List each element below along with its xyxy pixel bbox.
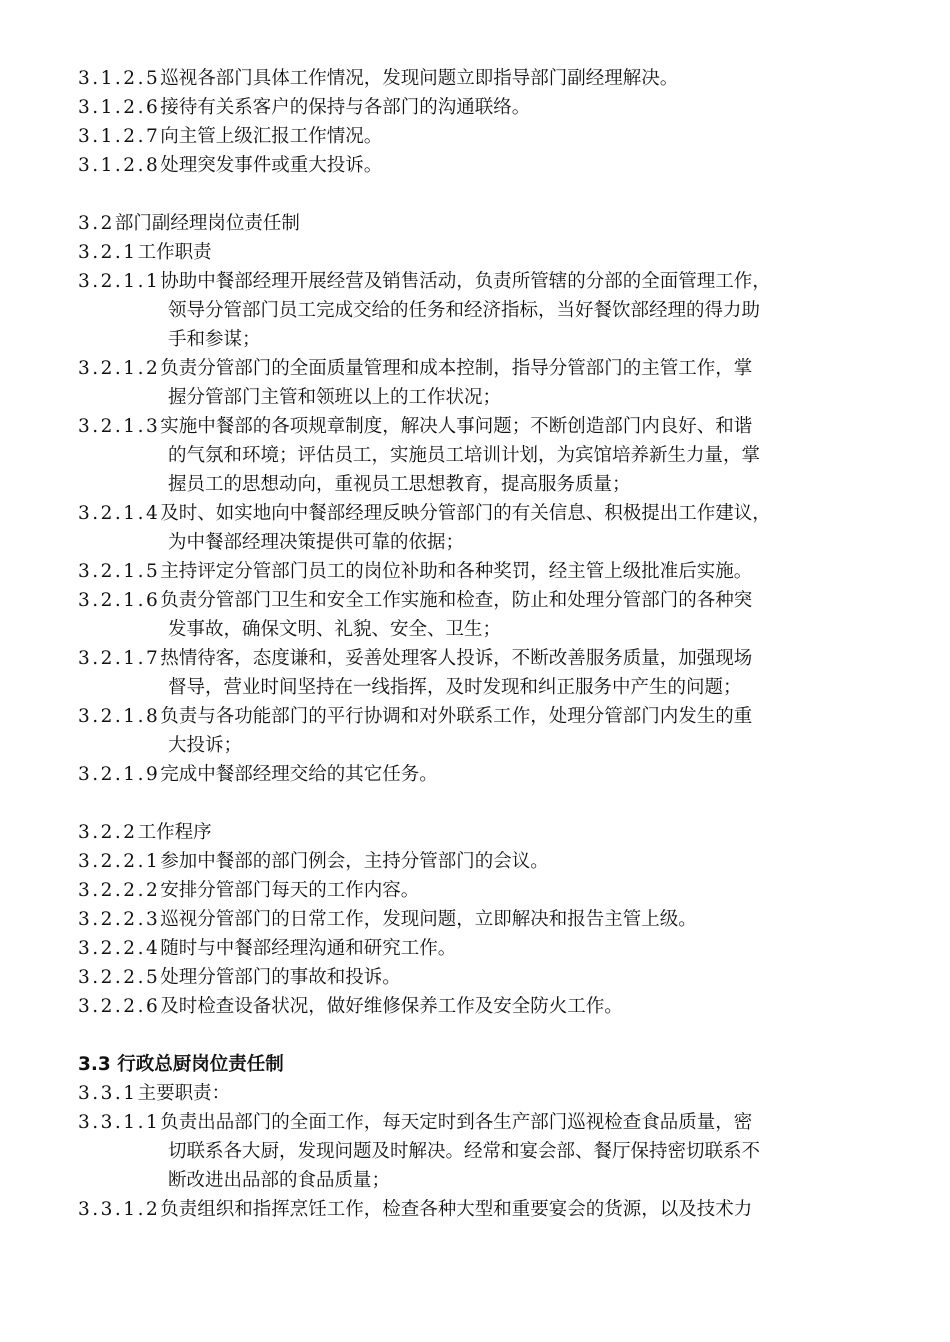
- spacer: [78, 1021, 890, 1050]
- list-item: 3.3.1.1负责出品部门的全面工作，每天定时到各生产部门巡视检查食品质量，密 切联系各大厨，发现问题及时解决。经常和宴会部、餐厅保持密切联系不 断改进出品部的食品质量；: [78, 1112, 761, 1191]
- list-item: 3.3.1.2负责组织和指挥烹饪工作，检查各种大型和重要宴会的货源，以及技术力: [78, 1199, 753, 1220]
- list-item: 3.2.1.9完成中餐部经理交给的其它任务。: [78, 764, 438, 785]
- list-item: 3.2.2.6及时检查设备状况，做好维修保养工作及安全防火工作。: [78, 996, 623, 1017]
- section-heading-3-3: 3.3 行政总厨岗位责任制: [78, 1054, 284, 1075]
- section-3311-list: [78, 1108, 890, 1224]
- list-item: 3.2.1.6负责分管部门卫生和安全工作实施和检查，防止和处理分管部门的各种突 发事故，确保文明、礼貌、安全、卫生；: [78, 590, 753, 640]
- document-page: [78, 64, 890, 1224]
- list-item: 3.2.1.1协助中餐部经理开展经营及销售活动，负责所管辖的分部的全面管理工作， 领导分管部门员工完成交给的任务和经济指标，当好餐饮部经理的得力助 手和参谋；: [78, 271, 771, 350]
- list-item: 3.1.2.8处理突发事件或重大投诉。: [78, 155, 383, 176]
- list-item: 3.2.1.8负责与各功能部门的平行协调和对外联系工作，处理分管部门内发生的重 大投诉；: [78, 706, 753, 756]
- spacer: [78, 789, 890, 818]
- list-item: 3.2.2.3巡视分管部门的日常工作，发现问题，立即解决和报告主管上级。: [78, 909, 697, 930]
- list-item: 3.1.2.6接待有关系客户的保持与各部门的沟通联络。: [78, 97, 531, 118]
- section-3211-list: [78, 267, 890, 789]
- list-item: 3.2.2.4随时与中餐部经理沟通和研究工作。: [78, 938, 457, 959]
- list-item: 3.2.1.4及时、如实地向中餐部经理反映分管部门的有关信息、积极提出工作建议， 为中餐部经理决策提供可靠的依据；: [78, 503, 771, 553]
- list-item: 3.2.1.2负责分管部门的全面质量管理和成本控制，指导分管部门的主管工作，掌 握分管部门主管和领班以上的工作状况；: [78, 358, 753, 408]
- subsection-heading-3-2-1: 3.2.1工作职责: [78, 242, 212, 263]
- list-item: 3.2.2.5处理分管部门的事故和投诉。: [78, 967, 401, 988]
- list-item: 3.2.1.5主持评定分管部门员工的岗位补助和各种奖罚，经主管上级批准后实施。: [78, 561, 753, 582]
- list-item: 3.2.1.3实施中餐部的各项规章制度，解决人事问题；不断创造部门内良好、和谐 的气氛和环境；评估员工，实施员工培训计划，为宾馆培养新生力量，掌 握员工的思想动向，重视员工思想教育，提高服务质量；: [78, 416, 761, 495]
- list-item: 3.2.2.1参加中餐部的部门例会，主持分管部门的会议。: [78, 851, 549, 872]
- subsection-heading-3-3-1: 3.3.1主要职责：: [78, 1083, 231, 1104]
- spacer: [78, 180, 890, 209]
- list-item: 3.1.2.5巡视各部门具体工作情况，发现问题立即指导部门副经理解决。: [78, 68, 679, 89]
- subsection-heading-3-2-2: 3.2.2工作程序: [78, 822, 212, 843]
- list-item: 3.2.2.2安排分管部门每天的工作内容。: [78, 880, 420, 901]
- list-item: 3.1.2.7向主管上级汇报工作情况。: [78, 126, 383, 147]
- section-312-list: [78, 64, 890, 180]
- list-item: 3.2.1.7热情待客，态度谦和，妥善处理客人投诉，不断改善服务质量，加强现场 督导，营业时间坚持在一线指挥，及时发现和纠正服务中产生的问题；: [78, 648, 753, 698]
- section-3222-list: [78, 847, 890, 1021]
- section-heading-3-2: 3.2部门副经理岗位责任制: [78, 213, 300, 234]
